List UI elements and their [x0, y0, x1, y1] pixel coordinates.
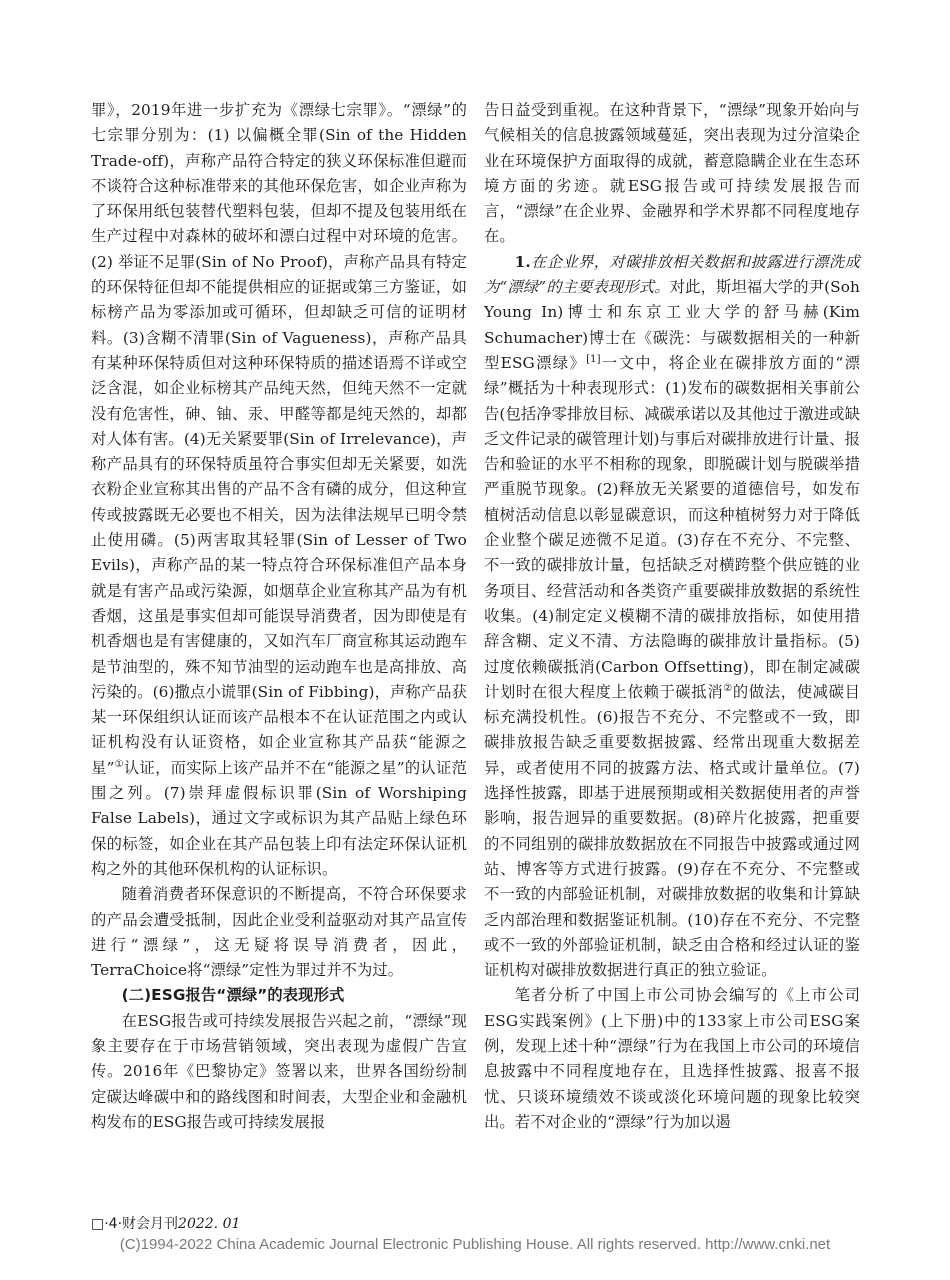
paragraph-seven-sins: 罪》，2019年进一步扩充为《漂绿七宗罪》。“漂绿”的七宗罪分别为：(1) 以偏概全罪(Sin of the Hidden Trade-off)，声称产品符合特定的狭义环保标准但避而不谈符合这种标准带来的其他环保危害，如企业声称为了环保用纸包装替代塑料包装，但却不提及包装用纸在生产过程中对森林的破坏和漂白过程中对环境的危害。(2) 举证不足罪(Sin of No Proof)，声称产品具有特定的环保特征但却不能提供相应的证据或第三方鉴证，如标榜产品为零添加或可循环，但却缺乏可信的证明材料。(3)含糊不清罪(Sin of Vagueness)，声称产品具有某种环保特质但对这种环保特质的描述语焉不详或空泛含混，如企业标榜其产品纯天然，但纯天然不一定就没有危害性，砷、铀、汞、甲醛等都是纯天然的，却都对人体有害。(4)无关紧要罪(Sin of Irrelevance)，声称产品具有的环保特质虽符合事实但却无关紧要，如洗衣粉企业宣称其出售的产品不含有磷的成分，但这种宣传或披露既无必要也不相关，因为法律法规早已明令禁止使用磷。(5)两害取其轻罪(Sin of Lesser of Two Evils)，声称产品的某一特点符合环保标准但产品本身就是有害产品或污染源，如烟草企业宣称其产品为有机香烟，这虽是事实但却可能误导消费者，因为即使是有机香烟也是有害健康的，又如汽车厂商宣称其运动跑车是节油型的，殊不知节油型的运动跑车也是高排放、高污染的。(6)撒点小谎罪(Sin of Fibbing)，声称产品获某一环保组织认证而该产品根本不在认证范围之内或认证机构没有认证资格，如企业宣称其产品获“能源之星”①认证，而实际上该产品并不在“能源之星”的认证范围之列。(7)崇拜虚假标识罪(Sin of Worshiping False Labels)，通过文字或标识为其产品贴上绿色环保的标签，如企业在其产品包装上印有法定环保认证机构之外的其他环保机构的认证标识。: [91, 101, 467, 878]
paragraph-esg-report-intro: 在ESG报告或可持续发展报告兴起之前，“漂绿”现象主要存在于市场营销领域，突出表现为虚假广告宣传。2016年《巴黎协定》签署以来，世界各国纷纷制定碳达峰碳中和的路线图和时间表，大型企业和金融机构发布的ESG报告或可持续发展报: [91, 1011, 467, 1131]
right-column: [484, 98, 860, 1135]
left-column: [91, 98, 467, 1135]
list-number: 1.: [514, 252, 531, 271]
footnote-ref-2[interactable]: ②: [723, 682, 733, 694]
footnote-ref-1[interactable]: ①: [114, 758, 124, 770]
issue-date: 2022. 01: [178, 1216, 241, 1232]
copyright-notice: (C)1994-2022 China Academic Journal Electronic Publishing House. All rights reserved. http://www.cnki.net: [119, 1236, 831, 1253]
citation-ref-1[interactable]: [1]: [586, 353, 601, 365]
paragraph-carbon-washing: 1.在企业界，对碳排放相关数据和披露进行漂洗成为“漂绿”的主要表现形式。对此，斯坦福大学的尹(Soh Young In)博士和东京工业大学的舒马赫(Kim Schumacher)博士在《碳洗：与碳数据相关的一种新型ESG漂绿》[1]一文中，将企业在碳排放方面的“漂绿”概括为十种表现形式：(1)发布的碳数据相关事前公告(包括净零排放目标、减碳承诺以及其他过于激进或缺乏文件记录的碳管理计划)与事后对碳排放进行计量、报告和验证的水平不相称的现象，即脱碳计划与脱碳举措严重脱节现象。(2)释放无关紧要的道德信号，如发布植树活动信息以彰显碳意识，而这种植树努力对于降低企业整个碳足迹微不足道。(3)存在不充分、不完整、不一致的碳排放计量，包括缺乏对横跨整个供应链的业务项目、经营活动和各类资产重要碳排放数据的系统性收集。(4)制定定义模糊不清的碳排放指标，如使用措辞含糊、定义不清、方法隐晦的碳排放计量指标。(5)过度依赖碳抵消(Carbon Offsetting)，即在制定减碳计划时在很大程度上依赖于碳抵消②的做法，使减碳目标充满投机性。(6)报告不充分、不完整或不一致，即碳排放报告缺乏重要数据披露、经常出现重大数据差异，或者使用不同的披露方法、格式或计量单位。(7)选择性披露，即基于进展预期或相关数据使用者的声誉影响，报告迥异的重要数据。(8)碎片化披露，把重要的不同组别的碳排放数据放在不同报告中披露或通过网站、博客等方式进行披露。(9)存在不充分、不完整或不一致的内部验证机制，对碳排放数据的收集和计算缺乏内部治理和数据鉴证机制。(10)存在不充分、不完整或不一致的外部验证机制，缺乏由合格和经过认证的鉴证机构对碳排放数据进行真正的独立验证。: [484, 252, 860, 980]
page-footer: [91, 1213, 240, 1233]
page-marker: □·4·财会月刊: [91, 1216, 179, 1232]
paragraph-consumer-awareness: 随着消费者环保意识的不断提高，不符合环保要求的产品会遭受抵制，因此企业受利益驱动对其产品宣传进行“漂绿”，这无疑将误导消费者，因此，TerraChoice将“漂绿”定性为罪过并不为过。: [91, 885, 467, 980]
paragraph-continuation: 告日益受到重视。在这种背景下，“漂绿”现象开始向与气候相关的信息披露领域蔓延，突出表现为过分渲染企业在环境保护方面取得的成就，蓄意隐瞒企业在生态环境方面的劣迹。就ESG报告或可持续发展报告而言，“漂绿”在企业界、金融界和学术界都不同程度地存在。: [484, 101, 860, 246]
lead-sentence: 在企业界，对碳排放相关数据和披露进行漂洗成为“漂绿”的主要表现形式。: [484, 252, 860, 297]
paragraph-author-analysis: 笔者分析了中国上市公司协会编写的《上市公司ESG实践案例》(上下册)中的133家上市公司ESG案例，发现上述十种“漂绿”行为在我国上市公司的环境信息披露中不同程度地存在，且选择性披露、报喜不报忧、只谈环境绩效不谈或淡化环境问题的现象比较突出。若不对企业的“漂绿”行为加以遏: [484, 986, 860, 1131]
section-heading: (二)ESG报告“漂绿”的表现形式: [121, 986, 345, 1005]
